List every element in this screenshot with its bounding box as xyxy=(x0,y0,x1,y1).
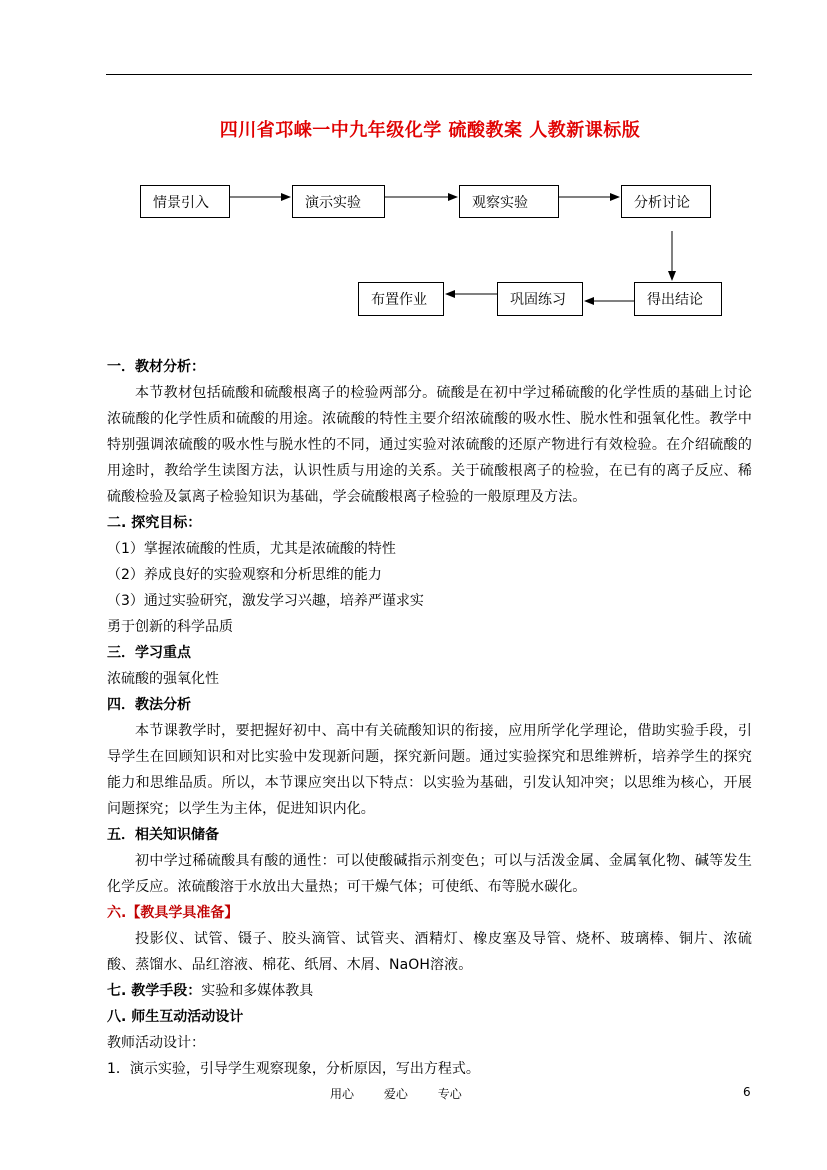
page-number: 6 xyxy=(743,1085,751,1099)
flow-step-7: 布置作业 xyxy=(358,282,444,316)
flow-step-5: 得出结论 xyxy=(634,282,722,316)
flow-step-6: 巩固练习 xyxy=(497,282,583,316)
section-5-heading: 五．相关知识储备 xyxy=(107,827,219,843)
section-2-tail: 勇于创新的科学品质 xyxy=(107,619,233,635)
section-8-heading: 八. 师生互动活动设计 xyxy=(107,1009,244,1025)
section-6-text: 投影仪、试管、镊子、胶头滴管、试管夹、酒精灯、橡皮塞及导管、烧杯、玻璃棒、铜片、浓硫酸、蒸馏水、品红溶液、棉花、纸屑、木屑、NaOH溶液。 xyxy=(107,931,752,973)
section-7-heading: 七. 教学手段： xyxy=(107,983,202,999)
section-8-line-2: 1．演示实验，引导学生观察现象，分析原因，写出方程式。 xyxy=(107,1061,480,1077)
footer-motto xyxy=(330,1085,488,1102)
section-3-heading: 三．学习重点 xyxy=(107,645,191,661)
document-title: 四川省邛崃一中九年级化学 硫酸教案 人教新课标版 xyxy=(219,120,641,141)
section-7-line xyxy=(107,978,752,1004)
flowchart xyxy=(0,0,827,340)
footer-word-3: 专心 xyxy=(437,1087,462,1101)
flow-step-4: 分析讨论 xyxy=(621,185,711,218)
section-5-text: 初中学过稀硫酸具有酸的通性：可以使酸碱指示剂变色；可以与活泼金属、金属氧化物、碱等发生化学反应。浓硫酸溶于水放出大量热；可干燥气体；可使纸、布等脱水碳化。 xyxy=(107,853,752,895)
document-body xyxy=(107,354,752,1082)
flow-step-1: 情景引入 xyxy=(140,185,230,218)
section-2-item-3: （3）通过实验研究，激发学习兴趣，培养严谨求实 xyxy=(107,593,424,609)
footer-word-2: 爱心 xyxy=(383,1087,408,1101)
section-7-text: 实验和多媒体教具 xyxy=(201,983,314,999)
section-2-item-1: （1）掌握浓硫酸的性质，尤其是浓硫酸的特性 xyxy=(107,541,396,557)
flow-step-2: 演示实验 xyxy=(292,185,385,218)
section-8-line-1: 教师活动设计： xyxy=(107,1035,205,1051)
section-6-heading: 六.【教具学具准备】 xyxy=(107,905,239,921)
section-3-text: 浓硫酸的强氧化性 xyxy=(107,671,219,687)
section-1-text: 本节教材包括硫酸和硫酸根离子的检验两部分。硫酸是在初中学过稀硫酸的化学性质的基础上讨论浓硫酸的化学性质和硫酸的用途。浓硫酸的特性主要介绍浓硫酸的吸水性、脱水性和强氧化性。教学中特别强调浓硫酸的吸水性与脱水性的不同，通过实验对浓硫酸的还原产物进行有效检验。在介绍硫酸的用途时，教给学生读图方法，认识性质与用途的关系。关于硫酸根离子的检验，在已有的离子反应、稀硫酸检验及氯离子检验知识为基础，学会硫酸根离子检验的一般原理及方法。 xyxy=(107,385,752,505)
section-1-heading: 一．教材分析： xyxy=(107,359,205,375)
footer-word-1: 用心 xyxy=(330,1087,355,1101)
section-4-heading: 四．教法分析 xyxy=(107,697,191,713)
section-2-heading: 二. 探究目标： xyxy=(107,515,202,531)
section-2-item-2: （2）养成良好的实验观察和分析思维的能力 xyxy=(107,567,382,583)
section-4-text: 本节课教学时，要把握好初中、高中有关硫酸知识的衔接，应用所学化学理论，借助实验手段，引导学生在回顾知识和对比实验中发现新问题，探究新问题。通过实验探究和思维辨析，培养学生的探究能力和思维品质。所以，本节课应突出以下特点：以实验为基础，引发认知冲突；以思维为核心，开展问题探究；以学生为主体，促进知识内化。 xyxy=(107,723,752,817)
flow-arrows xyxy=(0,0,827,340)
flow-step-3: 观察实验 xyxy=(459,185,559,218)
